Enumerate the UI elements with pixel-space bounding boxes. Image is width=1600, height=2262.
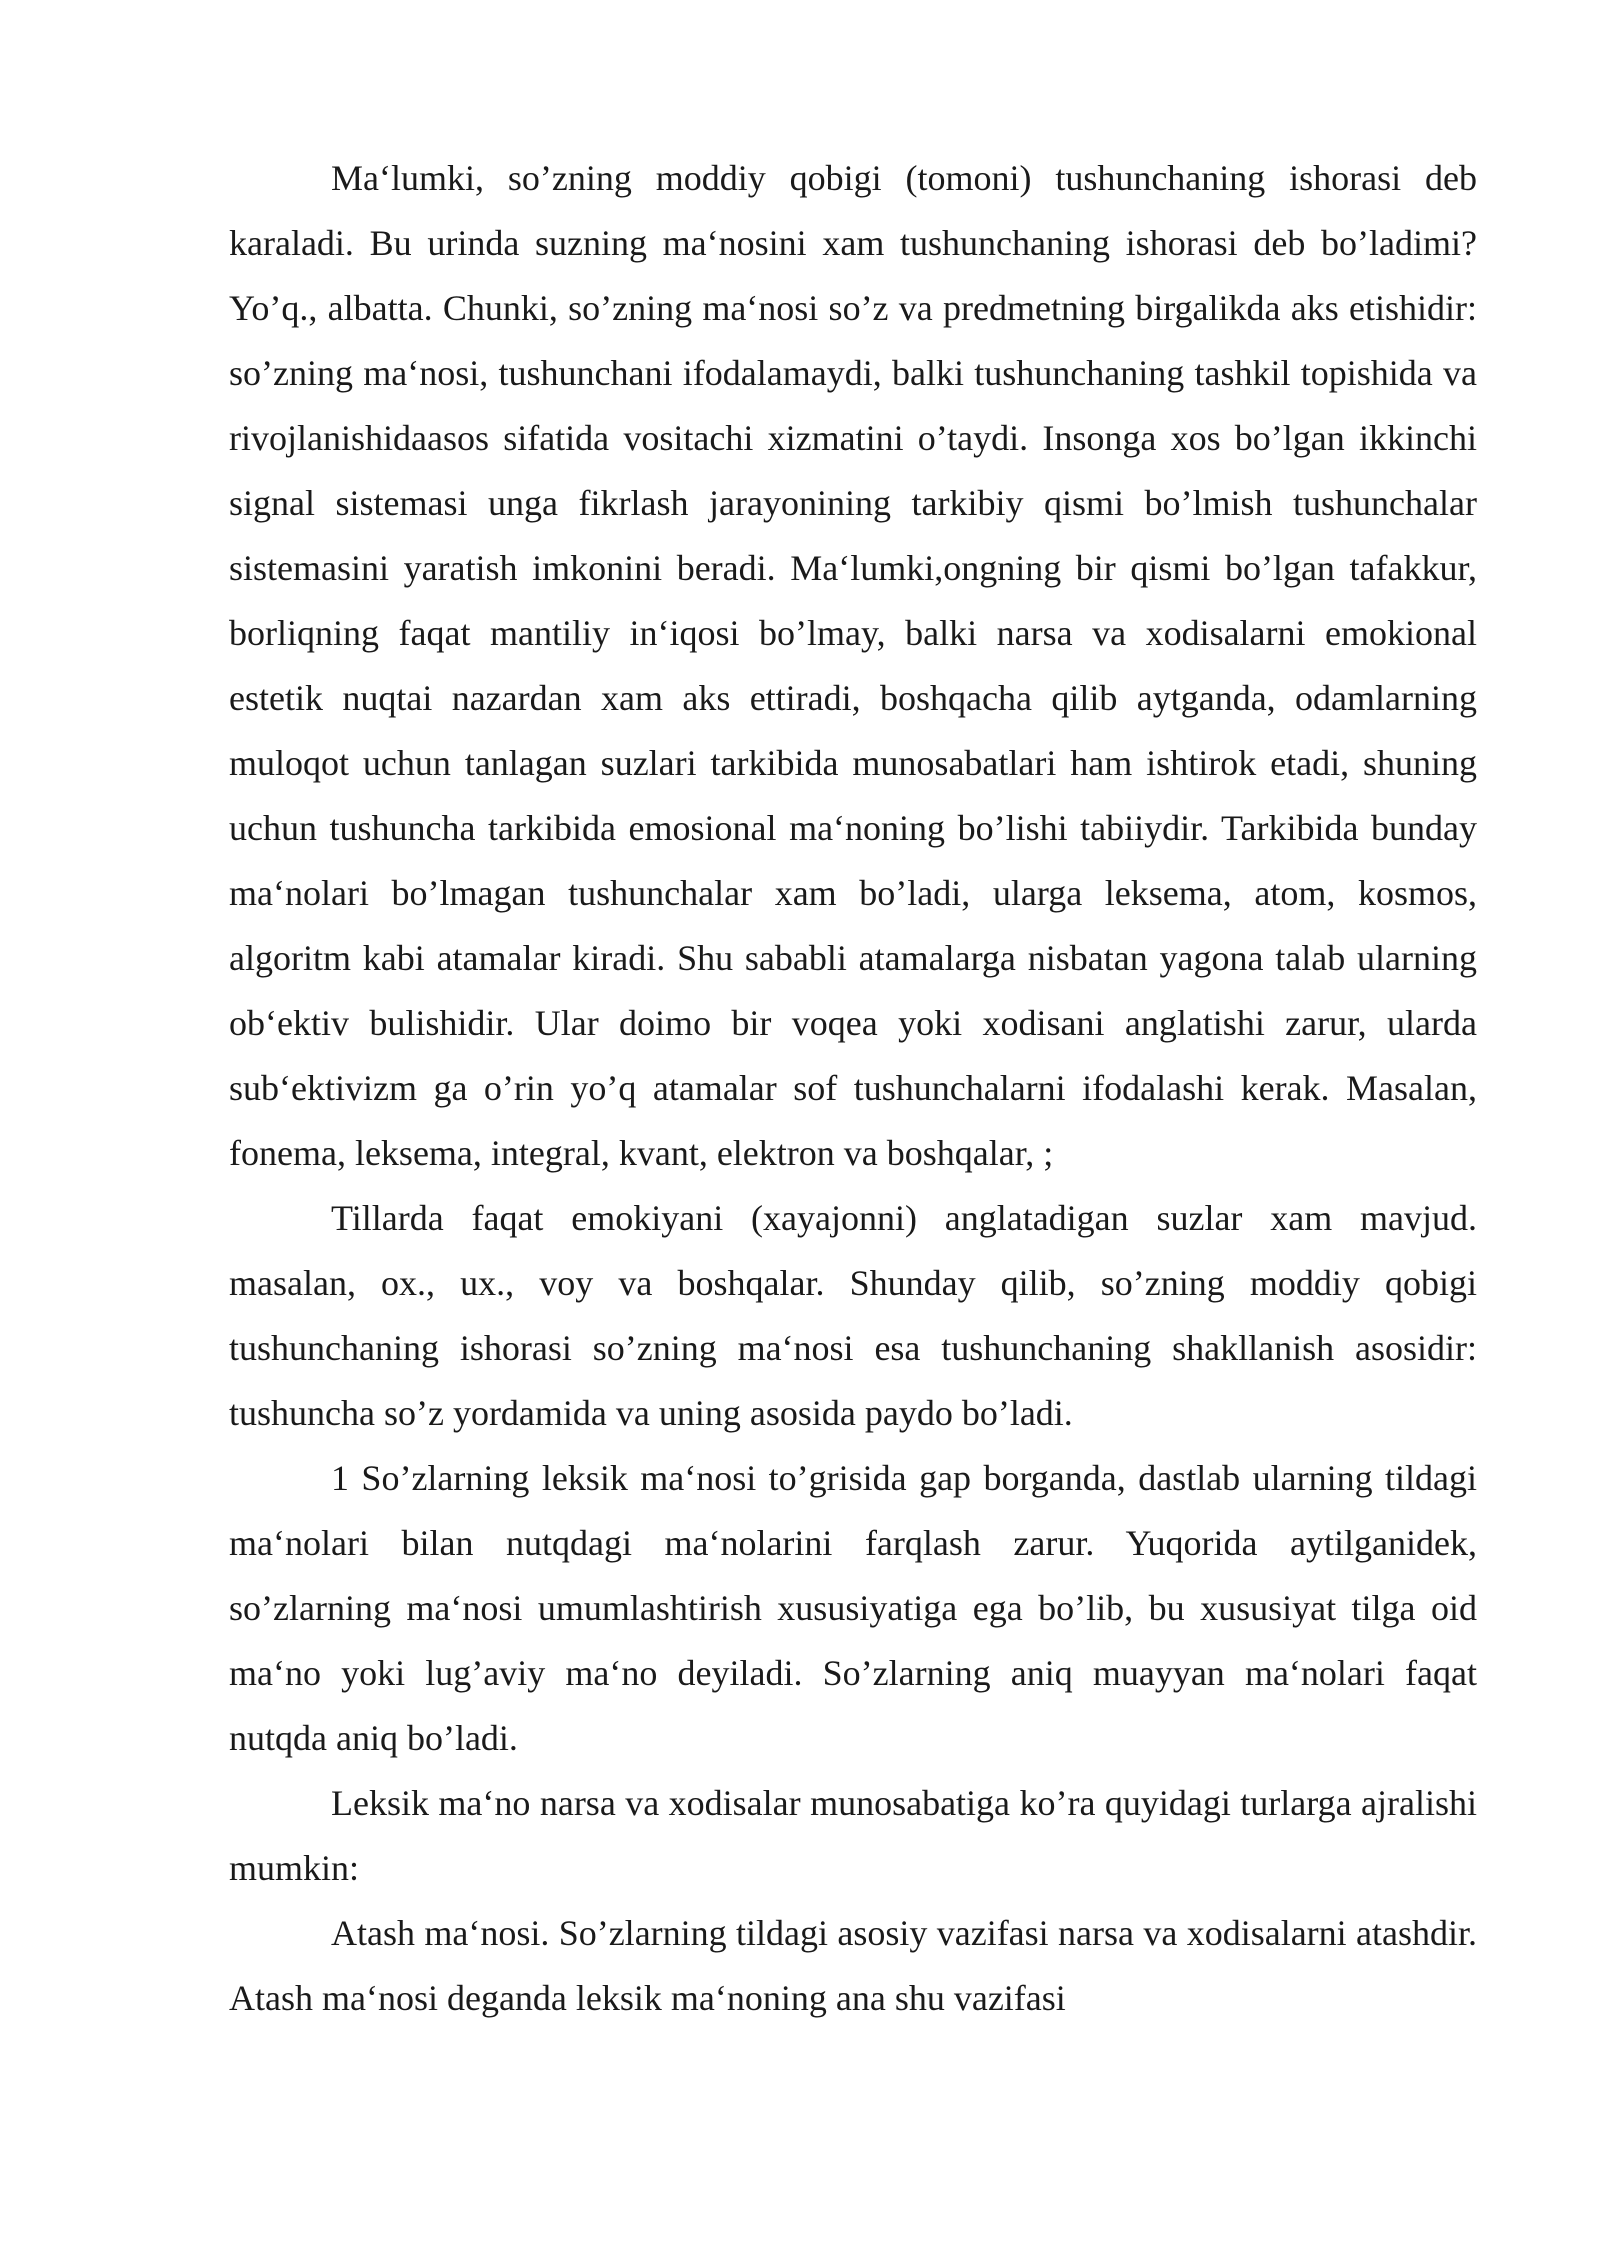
paragraph-2: Tillarda faqat emokiyani (xayajonni) anglatadigan suzlar xam mavjud. masalan, ox., ux., voy va boshqalar. Shunday qilib, so’zning moddiy qobigi tushunchaning ishorasi so’zning ma‘nosi esa tushunchaning shakllanish asosidir: tushuncha so’z yordamida va uning asosida paydo bo’ladi. xyxy=(229,1198,1477,1433)
paragraph-1: Ma‘lumki, so’zning moddiy qobigi (tomoni) tushunchaning ishorasi deb karaladi. Bu urinda suzning ma‘nosini xam tushunchaning ishorasi deb bo’ladimi? Yo’q., albatta. Chunki, so’zning ma‘nosi so’z va predmetning birgalikda aks etishidir: so’zning ma‘nosi, tushunchani ifodalamaydi, balki tushunchaning tashkil topishida va rivojlanishidaasos sifatida vositachi xizmatini o’taydi. Insonga xos bo’lgan ikkinchi signal sistemasi unga fikrlash jarayonining tarkibiy qismi bo’lmish tushunchalar sistemasini yaratish imkonini beradi. Ma‘lumki,ongning bir qismi bo’lgan tafakkur, borliqning faqat mantiliy in‘iqosi bo’lmay, balki narsa va xodisalarni emokional estetik nuqtai nazardan xam aks ettiradi, boshqacha qilib aytganda, odamlarning muloqot uchun tanlagan suzlari tarkibida munosabatlari ham ishtirok etadi, shuning uchun tushuncha tarkibida emosional ma‘noning bo’lishi tabiiydir. Tarkibida bunday ma‘nolari bo’lmagan tushunchalar xam bo’ladi, ularga leksema, atom, kosmos, algoritm kabi atamalar kiradi. Shu sababli atamalarga nisbatan yagona talab ularning ob‘ektiv bulishidir. Ular doimo bir voqea yoki xodisani anglatishi zarur, ularda sub‘ektivizm ga o’rin yo’q atamalar sof tushunchalarni ifodalashi kerak. Masalan, fonema, leksema, integral, kvant, elektron va boshqalar, ; xyxy=(229,158,1477,1173)
paragraph-5: Atash ma‘nosi. So’zlarning tildagi asosiy vazifasi narsa va xodisalarni atashdir. Atash ma‘nosi deganda leksik ma‘noning ana shu vazifasi xyxy=(229,1913,1477,2018)
paragraph-3: 1 So’zlarning leksik ma‘nosi to’grisida gap borganda, dastlab ularning tildagi ma‘nolari bilan nutqdagi ma‘nolarini farqlash zarur. Yuqorida aytilganidek, so’zlarning ma‘nosi umumlashtirish xususiyatiga ega bo’lib, bu xususiyat tilga oid ma‘no yoki lug’aviy ma‘no deyiladi. So’zlarning aniq muayyan ma‘nolari faqat nutqda aniq bo’ladi. xyxy=(229,1458,1477,1758)
document-page xyxy=(229,146,1477,2031)
paragraph-4: Leksik ma‘no narsa va xodisalar munosabatiga ko’ra quyidagi turlarga ajralishi mumkin: xyxy=(229,1783,1477,1888)
